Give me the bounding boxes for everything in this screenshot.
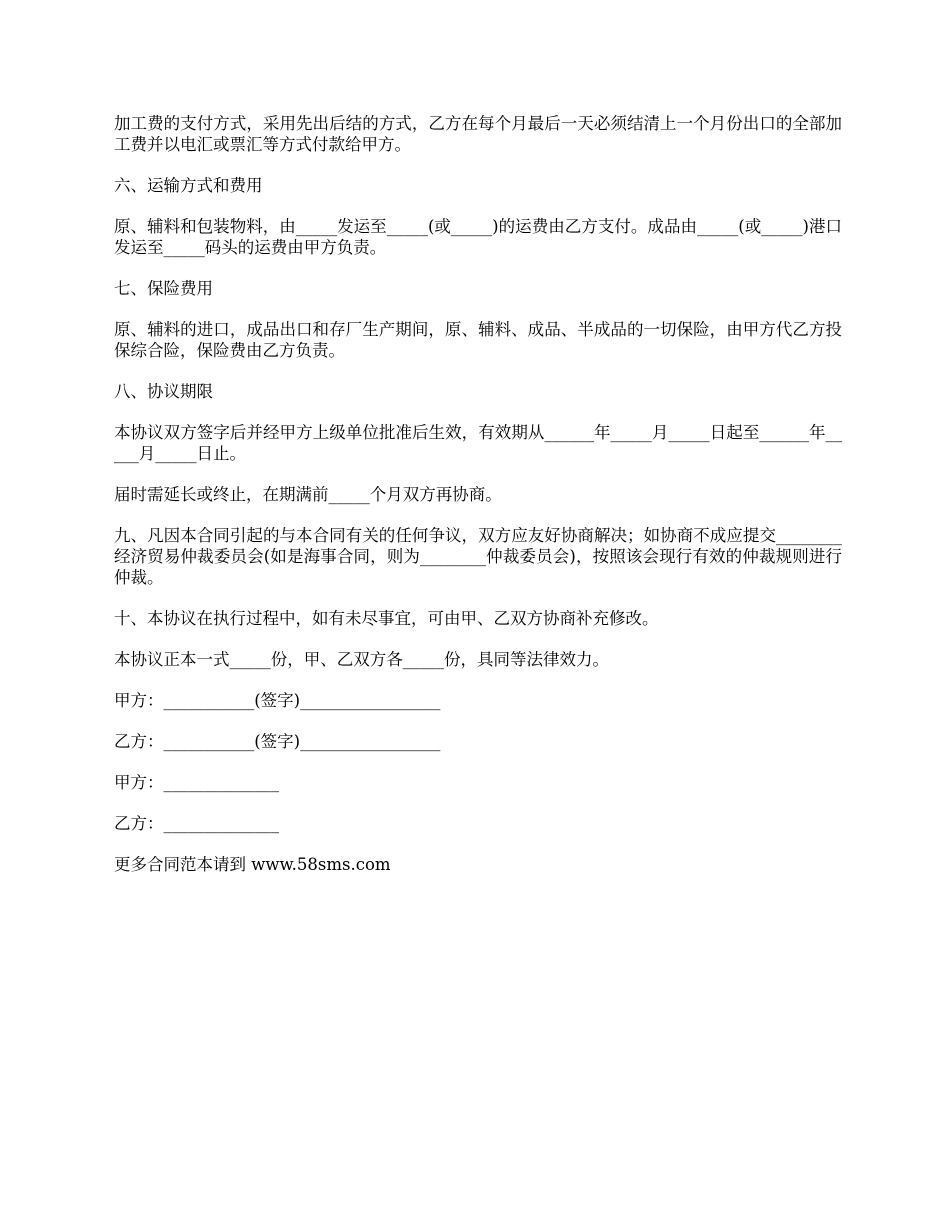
footer-website-text: 更多合同范本请到 www.58sms.com xyxy=(114,855,391,874)
transport-paragraph: 原、辅料和包装物料，由_____发运至_____(或_____)的运费由乙方支付。成品由_____(或_____)港口发运至_____码头的运费由甲方负责。 xyxy=(114,217,842,257)
section-8-heading: 八、协议期限 xyxy=(114,382,213,401)
term-paragraph: 本协议双方签字后并经甲方上级单位批准后生效，有效期从______年_____月_____日起至______年_____月_____日止。 xyxy=(114,423,842,463)
section-9-arbitration-paragraph: 九、凡因本合同引起的与本合同有关的任何争议，双方应友好协商解决；如协商不成应提交________经济贸易仲裁委员会(如是海事合同，则为________仲裁委员会)，按照该会现行有效的仲裁规则进行仲裁。 xyxy=(114,526,842,587)
party-b-line: 乙方：______________ xyxy=(114,814,279,833)
section-7-heading: 七、保险费用 xyxy=(114,279,213,298)
section-10-paragraph: 十、本协议在执行过程中，如有未尽事宜，可由甲、乙双方协商补充修改。 xyxy=(114,609,659,628)
document-body xyxy=(114,113,842,895)
insurance-paragraph: 原、辅料的进口，成品出口和存厂生产期间，原、辅料、成品、半成品的一切保险，由甲方代乙方投保综合险，保险费由乙方负责。 xyxy=(114,320,842,360)
payment-method-paragraph: 加工费的支付方式，采用先出后结的方式，乙方在每个月最后一天必须结清上一个月份出口的全部加工费并以电汇或票汇等方式付款给甲方。 xyxy=(114,114,842,154)
copies-paragraph: 本协议正本一式_____份，甲、乙双方各_____份，具同等法律效力。 xyxy=(114,650,609,669)
party-a-signature-line: 甲方：___________(签字)_________________ xyxy=(114,691,441,710)
section-6-heading: 六、运输方式和费用 xyxy=(114,176,263,195)
party-a-line: 甲方：______________ xyxy=(114,773,279,792)
extension-paragraph: 届时需延长或终止，在期满前_____个月双方再协商。 xyxy=(114,485,502,504)
party-b-signature-line: 乙方：___________(签字)_________________ xyxy=(114,732,441,751)
